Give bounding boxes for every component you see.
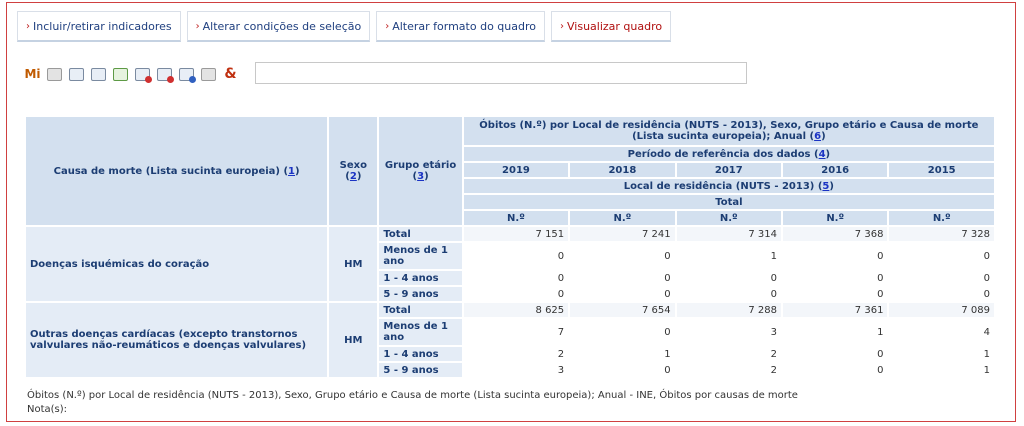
age-ref-link[interactable]: 3 [417,171,425,182]
print-icon[interactable] [89,65,108,83]
value-cell: 7 654 [570,303,674,317]
value-cell: 0 [783,287,887,301]
value-cell: 2 [464,347,568,361]
tab-view-table[interactable] [551,11,671,42]
unit-header: N.º [783,211,887,225]
sex-cell: HM [329,227,377,301]
source-note: Óbitos (N.º) por Local de residência (NUTS - 2013), Sexo, Grupo etário e Causa de morte (Lista sucinta europeia); Anual - INE, Óbitos por causas de morte [27,390,798,401]
link-icon[interactable]: & [224,66,237,82]
age-cell: Menos de 1 ano [379,243,461,269]
value-cell: 0 [570,243,674,269]
cause-cell: Outras doenças cardíacas (excepto transtornos valvulares não-reumáticos e doenças valvulares) [26,303,327,377]
value-cell: 0 [570,319,674,345]
age-cell: Total [379,227,461,241]
value-cell: 1 [570,347,674,361]
age-header: Grupo etário (3) [379,117,461,225]
cause-header: Causa de morte (Lista sucinta europeia) (1) [26,117,327,225]
value-cell: 7 288 [677,303,781,317]
value-cell: 0 [783,347,887,361]
age-cell: 5 - 9 anos [379,363,461,377]
value-cell: 0 [570,287,674,301]
table-row [26,303,994,317]
year-header: 2019 [464,163,568,177]
tab-change-format[interactable] [376,11,545,42]
data-table [24,115,996,379]
cause-header-label: Causa de morte (Lista sucinta europeia) [53,165,280,177]
tab-change-selection[interactable] [187,11,371,42]
tab-label: Alterar formato do quadro [392,19,536,33]
cause-cell: Doenças isquémicas do coração [26,227,327,301]
value-cell: 0 [783,363,887,377]
age-header-label: Grupo etário [384,160,457,171]
total-header: Total [464,195,994,209]
year-header: 2018 [570,163,674,177]
chevron-right-icon: › [385,20,390,32]
location-header-label: Local de residência (NUTS - 2013) [623,180,815,192]
table-row [26,227,994,241]
sex-header: Sexo (2) [329,117,377,225]
value-cell: 0 [889,271,994,285]
tab-bar [17,11,677,41]
sex-cell: HM [329,303,377,377]
value-cell: 7 151 [464,227,568,241]
table-title-text: Óbitos (N.º) por Local de residência (NUTS - 2013), Sexo, Grupo etário e Causa de morte (Lista sucinta europeia); Anual [479,120,979,142]
unit-header: N.º [889,211,994,225]
value-cell: 7 089 [889,303,994,317]
value-cell: 2 [677,363,781,377]
value-cell: 0 [570,363,674,377]
toolbar [23,63,243,85]
chevron-right-icon: › [26,20,30,32]
cause-ref-link[interactable]: 1 [288,165,296,177]
age-cell: 1 - 4 anos [379,347,461,361]
value-cell: 0 [783,243,887,269]
value-cell: 8 625 [464,303,568,317]
location-header: Local de residência (NUTS - 2013) (5) [464,179,994,193]
tab-label: Incluir/retirar indicadores [33,19,172,33]
period-header: Período de referência dos dados (4) [464,147,994,161]
value-cell: 7 368 [783,227,887,241]
url-field[interactable] [255,62,747,84]
value-cell: 0 [464,287,568,301]
folder-icon[interactable] [45,65,64,83]
value-cell: 0 [889,287,994,301]
tab-label: Alterar condições de seleção [202,19,362,33]
age-cell: 5 - 9 anos [379,287,461,301]
age-cell: 1 - 4 anos [379,271,461,285]
value-cell: 7 [464,319,568,345]
value-cell: 3 [464,363,568,377]
table-footer [27,389,798,417]
tab-include-indicators[interactable] [17,11,181,42]
disabled-icon [199,65,218,83]
tab-label: Visualizar quadro [567,19,663,33]
unit-header: N.º [677,211,781,225]
value-cell: 1 [889,347,994,361]
chevron-right-icon: › [195,20,200,32]
value-cell: 1 [677,243,781,269]
excel-icon[interactable] [111,65,130,83]
period-ref-link[interactable]: 4 [818,148,826,160]
value-cell: 0 [677,271,781,285]
value-cell: 7 241 [570,227,674,241]
value-cell: 0 [464,243,568,269]
sex-ref-link[interactable]: 2 [349,171,357,182]
value-cell: 1 [783,319,887,345]
value-cell: 0 [677,287,781,301]
save-icon[interactable] [67,65,86,83]
age-cell: Menos de 1 ano [379,319,461,345]
chevron-right-icon: › [560,20,564,32]
title-ref-link[interactable]: 6 [814,131,822,142]
export-pdf-icon[interactable] [133,65,152,83]
year-header: 2017 [677,163,781,177]
value-cell: 7 328 [889,227,994,241]
value-cell: 7 361 [783,303,887,317]
value-cell: 1 [889,363,994,377]
age-cell: Total [379,303,461,317]
add-icon[interactable] [177,65,196,83]
value-cell: 0 [783,271,887,285]
period-header-label: Período de referência dos dados [627,148,811,160]
value-cell: 0 [889,243,994,269]
sex-header-label: Sexo [339,160,367,171]
remove-icon[interactable] [155,65,174,83]
year-header: 2016 [783,163,887,177]
unit-header: N.º [570,211,674,225]
value-cell: 2 [677,347,781,361]
value-cell: 7 314 [677,227,781,241]
value-cell: 0 [570,271,674,285]
year-header: 2015 [889,163,994,177]
value-cell: 3 [677,319,781,345]
value-cell: 4 [889,319,994,345]
notes-label: Nota(s): [27,404,68,415]
unit-header: N.º [464,211,568,225]
value-cell: 0 [464,271,568,285]
table-title: Óbitos (N.º) por Local de residência (NUTS - 2013), Sexo, Grupo etário e Causa de morte (Lista sucinta europeia); Anual (6) [464,117,994,145]
mi-icon[interactable]: Mi [24,67,41,81]
location-ref-link[interactable]: 5 [822,180,830,192]
